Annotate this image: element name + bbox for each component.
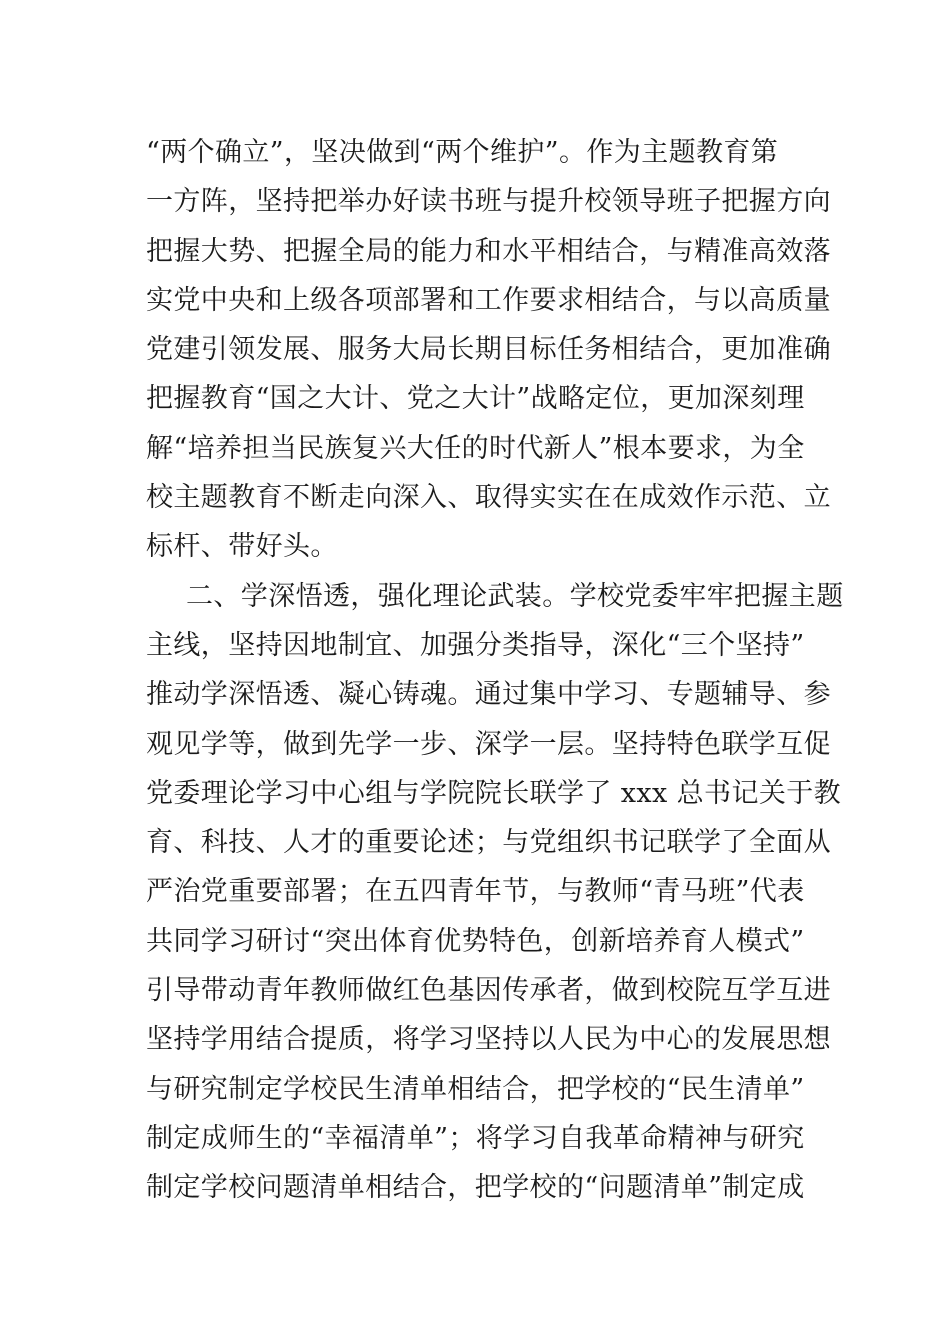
text-line: 党委理论学习中心组与学院院长联学了 xxx 总书记关于教 [146,777,842,809]
text-line: 一方阵，坚持把举办好读书班与提升校领导班子把握方向 [146,186,831,218]
text-line: “两个确立”，坚决做到“两个维护”。作为主题教育第 [146,137,779,168]
text-line: 与研究制定学校民生清单相结合，把学校的“民生清单” [146,1073,805,1105]
text-line: 制定成师生的“幸福清单”；将学习自我革命精神与研究 [146,1122,805,1154]
paragraph-heading-line: 二、学深悟透，强化理论武装。学校党委牢牢把握主题 [186,580,844,612]
body-text [146,128,844,1213]
text-line: 坚持学用结合提质，将学习坚持以人民为中心的发展思想 [146,1024,831,1056]
text-line: 育、科技、人才的重要论述；与党组织书记联学了全面从 [146,827,831,859]
text-line: 解“培养担当民族复兴大任的时代新人”根本要求，为全 [146,432,805,464]
text-line: 把握大势、把握全局的能力和水平相结合，与精准高效落 [146,235,831,267]
text-line: 严治党重要部署；在五四青年节，与教师“青马班”代表 [146,876,805,908]
text-line: 党建引领发展、服务大局长期目标任务相结合，更加准确 [146,334,831,366]
text-line: 共同学习研讨“突出体育优势特色，创新培养育人模式” [146,925,805,957]
text-line: 主线，坚持因地制宜、加强分类指导，深化“三个坚持” [146,629,805,661]
text-line: 把握教育“国之大计、党之大计”战略定位，更加深刻理 [146,383,805,415]
text-line: 标杆、带好头。 [146,531,338,563]
text-line: 制定学校问题清单相结合，把学校的“问题清单”制定成 [146,1172,805,1204]
text-line: 推动学深悟透、凝心铸魂。通过集中学习、专题辅导、参 [146,679,831,711]
text-line: 实党中央和上级各项部署和工作要求相结合，与以高质量 [146,284,831,316]
text-line: 校主题教育不断走向深入、取得实实在在成效作示范、立 [146,482,831,514]
text-line: 观见学等，做到先学一步、深学一层。坚持特色联学互促 [146,728,831,760]
text-line: 引导带动青年教师做红色基因传承者，做到校院互学互进 [146,975,831,1007]
